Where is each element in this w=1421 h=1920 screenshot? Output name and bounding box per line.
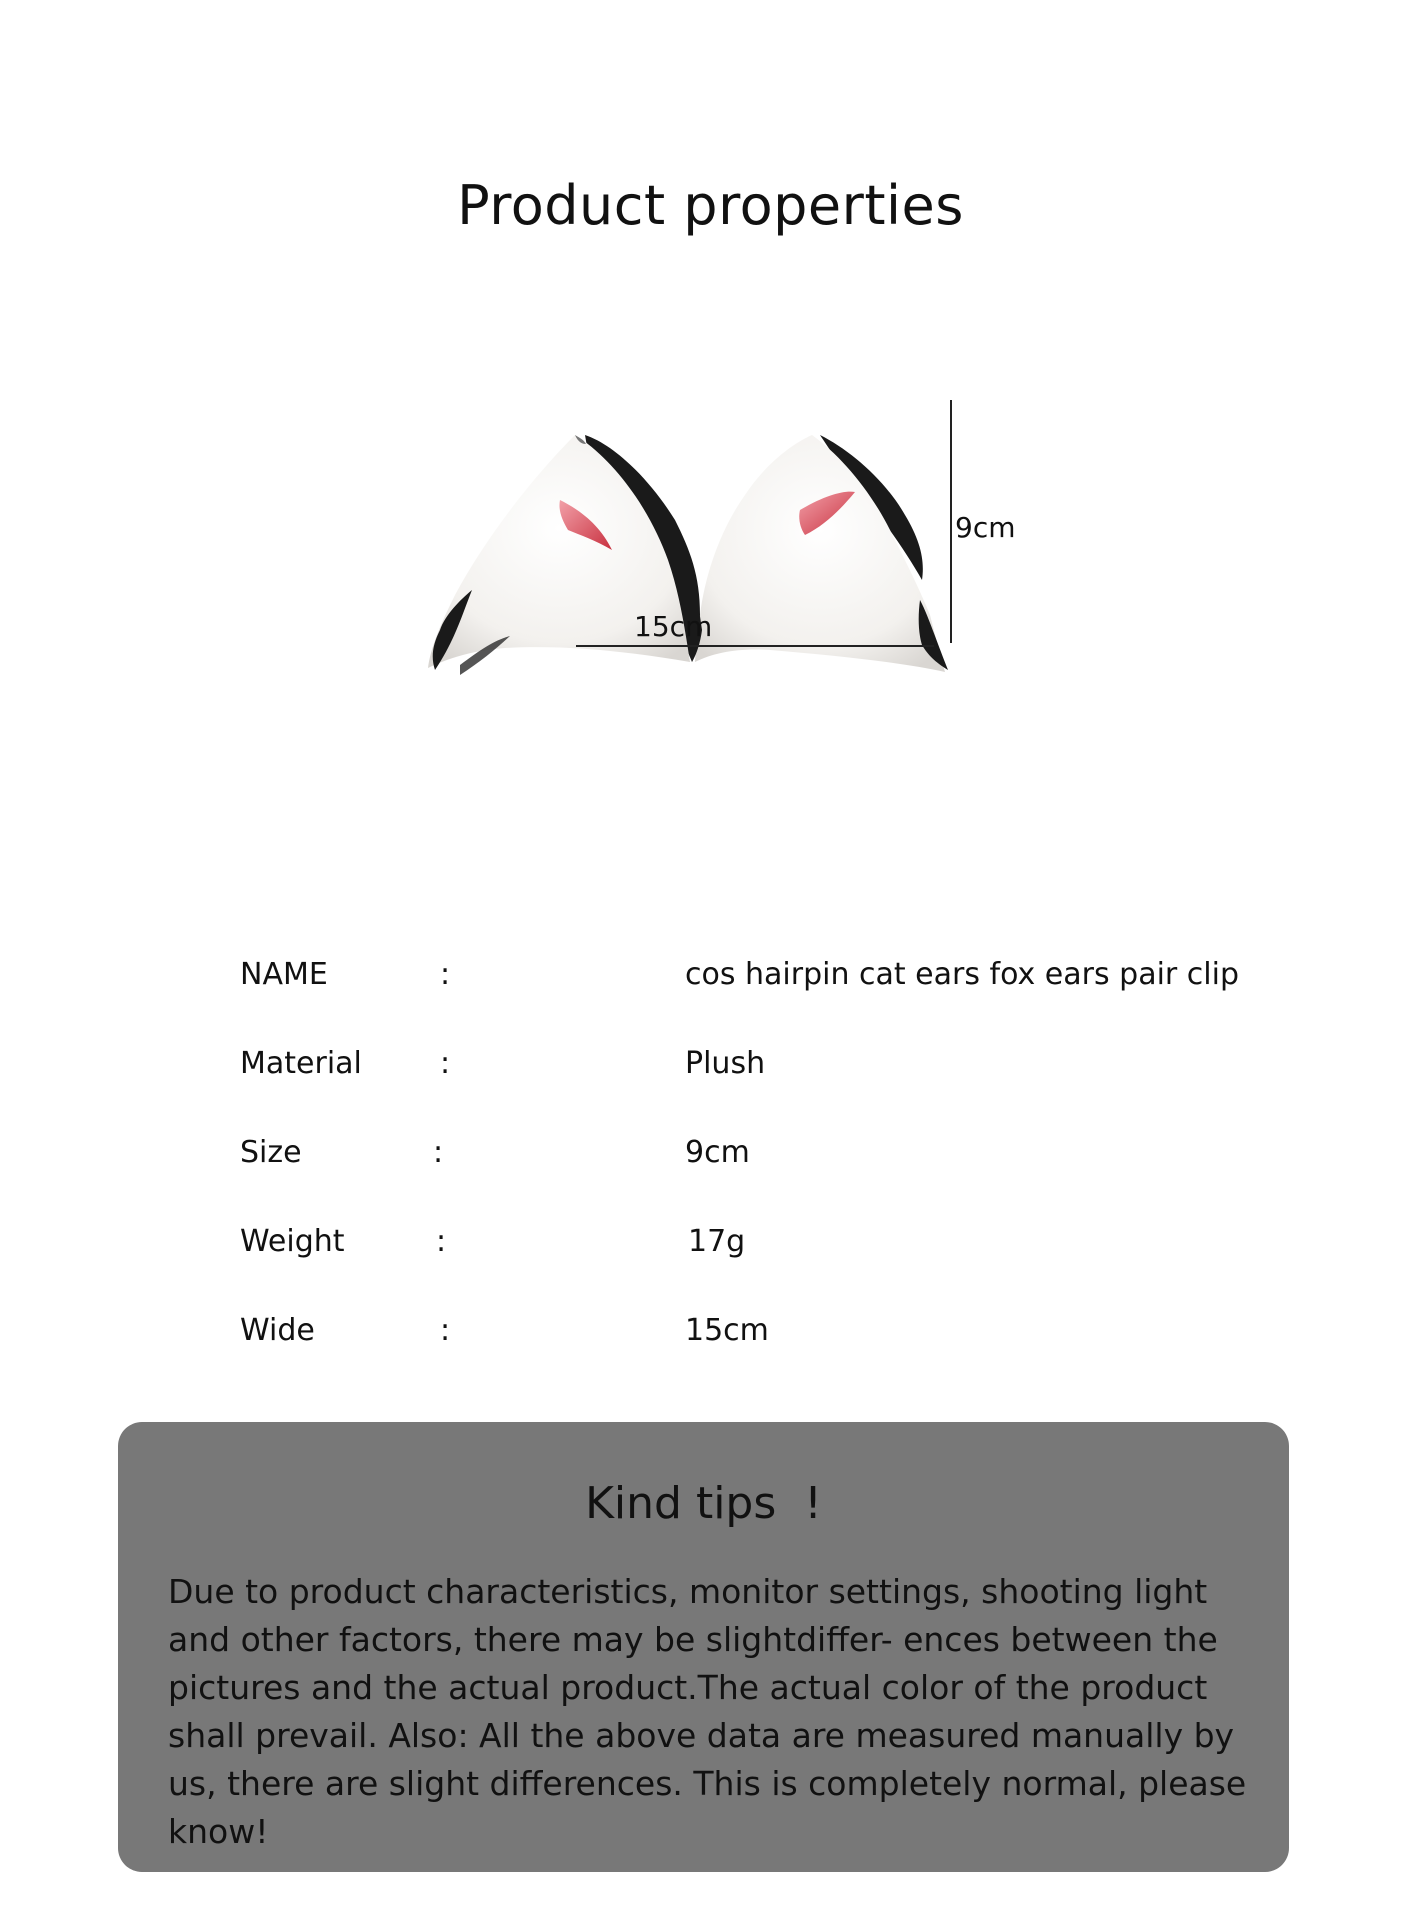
property-row-material bbox=[0, 1044, 1421, 1133]
property-label: NAME bbox=[240, 957, 328, 992]
cat-ears-illustration bbox=[400, 400, 1060, 730]
property-label: Weight bbox=[240, 1224, 345, 1259]
property-colon: : bbox=[440, 1046, 451, 1081]
height-label: 9cm bbox=[955, 511, 1016, 544]
property-colon: : bbox=[436, 1224, 447, 1259]
property-value: Plush bbox=[685, 1046, 766, 1081]
property-colon: : bbox=[440, 1313, 451, 1348]
page-title: Product properties bbox=[457, 174, 964, 238]
product-properties-table bbox=[0, 955, 1421, 1400]
property-value: 17g bbox=[688, 1224, 746, 1259]
tips-title: Kind tips ! bbox=[585, 1478, 822, 1529]
property-value: cos hairpin cat ears fox ears pair clip bbox=[685, 957, 1239, 992]
property-label: Wide bbox=[240, 1313, 315, 1348]
property-label: Material bbox=[240, 1046, 362, 1081]
property-row-weight bbox=[0, 1222, 1421, 1311]
property-value: 15cm bbox=[685, 1313, 769, 1348]
property-row-name bbox=[0, 955, 1421, 1044]
property-value: 9cm bbox=[685, 1135, 750, 1170]
property-label: Size bbox=[240, 1135, 302, 1170]
property-row-size bbox=[0, 1133, 1421, 1222]
property-colon: : bbox=[440, 957, 451, 992]
right-ear bbox=[680, 435, 948, 672]
tips-body: Due to product characteristics, monitor settings, shooting light and other factors, there may be slightdiffer- ences between the pictures and the actual product.The actual color of the product shall prevail. Also: All the above data are measured manually by us, there are slight differences. This is completely normal, please know! bbox=[168, 1572, 1247, 1851]
kind-tips-panel bbox=[118, 1422, 1289, 1872]
property-colon: : bbox=[433, 1135, 444, 1170]
width-label: 15cm bbox=[634, 610, 713, 643]
product-image bbox=[400, 400, 1060, 730]
property-row-wide bbox=[0, 1311, 1421, 1400]
